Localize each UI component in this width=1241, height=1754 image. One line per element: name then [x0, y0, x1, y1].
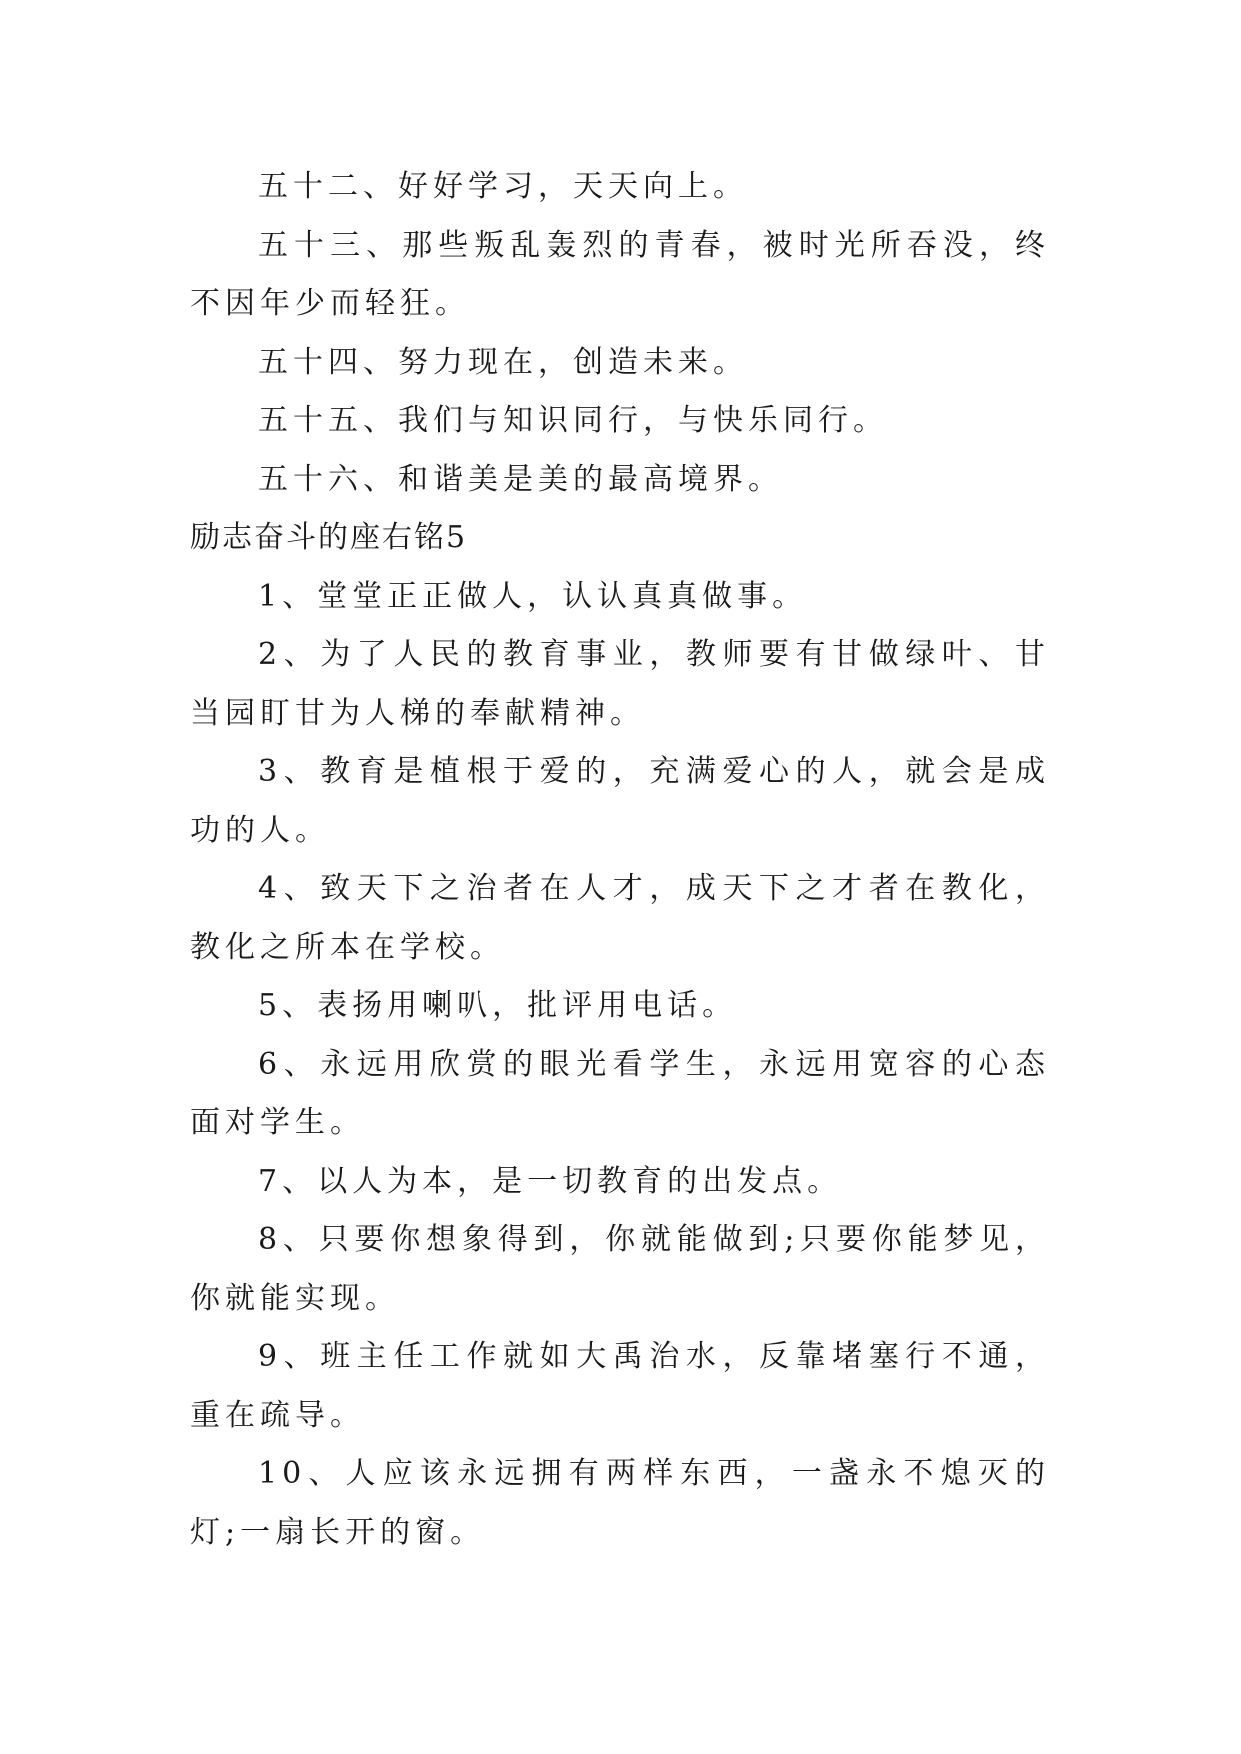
paragraph-52: 五十二、好好学习，天天向上。	[258, 169, 748, 204]
motto-item-5: 5、表扬用喇叭，批评用电话。	[258, 988, 738, 1023]
section-heading: 励志奋斗的座右铭5	[190, 520, 468, 555]
document-body	[190, 158, 1050, 1562]
paragraph-55: 五十五、我们与知识同行，与快乐同行。	[258, 403, 888, 438]
motto-item-7: 7、以人为本，是一切教育的出发点。	[258, 1163, 843, 1199]
motto-item-10: 10、人应该永远拥有两样东西，一盏永不熄灭的灯;一扇长开的窗。	[190, 1456, 1050, 1550]
motto-item-1: 1、堂堂正正做人，认认真真做事。	[258, 578, 808, 614]
motto-item-8: 8、只要你想象得到，你就能做到;只要你能梦见，你就能实现。	[190, 1222, 1050, 1316]
paragraph-56: 五十六、和谐美是美的最高境界。	[258, 461, 783, 497]
motto-item-6: 6、永远用欣赏的眼光看学生，永远用宽容的心态面对学生。	[190, 1046, 1050, 1140]
motto-item-2: 2、为了人民的教育事业，教师要有甘做绿叶、甘当园盯甘为人梯的奉献精神。	[190, 637, 1050, 731]
paragraph-54: 五十四、努力现在，创造未来。	[258, 344, 748, 380]
motto-item-9: 9、班主任工作就如大禹治水，反靠堵塞行不通，重在疏导。	[190, 1339, 1050, 1433]
motto-item-4: 4、致天下之治者在人才，成天下之才者在教化，教化之所本在学校。	[190, 871, 1050, 965]
paragraph-53: 五十三、那些叛乱轰烈的青春，被时光所吞没，终不因年少而轻狂。	[190, 227, 1050, 321]
motto-item-3: 3、教育是植根于爱的，充满爱心的人，就会是成功的人。	[190, 754, 1050, 848]
